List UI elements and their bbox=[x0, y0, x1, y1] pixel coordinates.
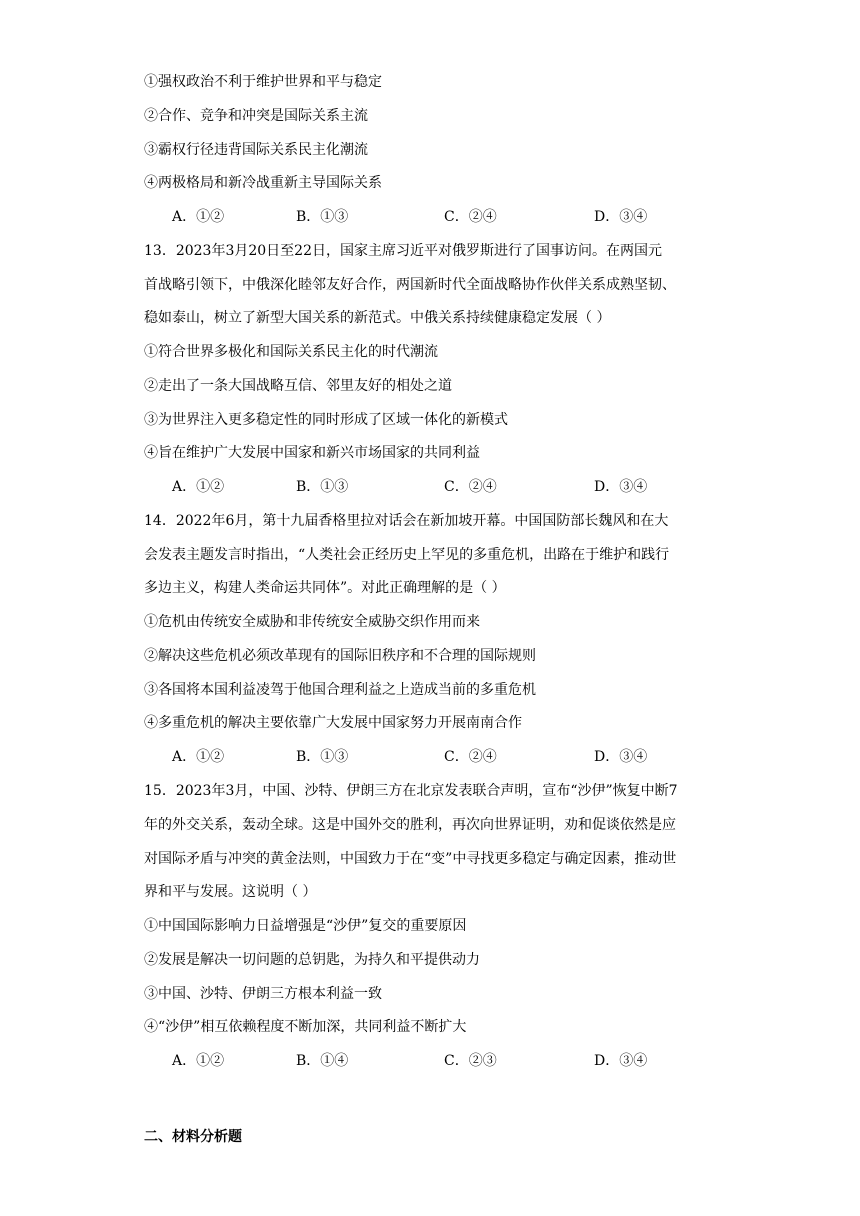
q15-stem-line-1: 15．2023年3月，中国、沙特、伊朗三方在北京发表联合声明，宣布“沙伊”恢复中断7 bbox=[144, 783, 678, 799]
q13-stem-line-2: 首战略引领下，中俄深化睦邻友好合作，两国新时代全面战略协作伙伴关系成熟坚韧、 bbox=[144, 277, 676, 293]
q12-item-1: ①强权政治不利于维护世界和平与稳定 bbox=[144, 74, 382, 90]
q15-item-1: ①中国国际影响力日益增强是“沙伊”复交的重要原因 bbox=[144, 918, 467, 934]
q15-option-d: D．③④ bbox=[594, 1053, 648, 1069]
q15-item-3: ③中国、沙特、伊朗三方根本利益一致 bbox=[144, 986, 382, 1002]
q14-option-b: B．①③ bbox=[296, 749, 349, 765]
q12-option-b: B．①③ bbox=[296, 209, 349, 225]
q12-item-3: ③霸权行径违背国际关系民主化潮流 bbox=[144, 142, 368, 158]
q14-option-d: D．③④ bbox=[594, 749, 648, 765]
q12-item-2: ②合作、竞争和冲突是国际关系主流 bbox=[144, 108, 368, 124]
q15-stem-line-2: 年的外交关系，轰动全球。这是中国外交的胜利，再次向世界证明，劝和促谈依然是应 bbox=[144, 817, 676, 833]
q15-option-c: C．②③ bbox=[444, 1053, 497, 1069]
q14-stem-line-2: 会发表主题发言时指出，“人类社会正经历史上罕见的多重危机，出路在于维护和践行 bbox=[144, 547, 670, 563]
q13-item-3: ③为世界注入更多稳定性的同时形成了区域一体化的新模式 bbox=[144, 412, 508, 428]
q13-option-c: C．②④ bbox=[444, 479, 497, 495]
q15-stem-line-3: 对国际矛盾与冲突的黄金法则，中国致力于在“变”中寻找更多稳定与确定因素，推动世 bbox=[144, 851, 677, 867]
q13-option-d: D．③④ bbox=[594, 479, 648, 495]
q13-item-2: ②走出了一条大国战略互信、邻里友好的相处之道 bbox=[144, 378, 452, 394]
q14-option-a: A．①② bbox=[172, 749, 225, 765]
q12-option-d: D．③④ bbox=[594, 209, 648, 225]
q12-option-c: C．②④ bbox=[444, 209, 497, 225]
section-title: 二、材料分析题 bbox=[144, 1129, 242, 1145]
q13-option-a: A．①② bbox=[172, 479, 225, 495]
q13-stem-line-3: 稳如泰山，树立了新型大国关系的新范式。中俄关系持续健康稳定发展（ ） bbox=[144, 310, 611, 326]
q14-stem-line-1: 14．2022年6月，第十九届香格里拉对话会在新加坡开幕。中国国防部长魏风和在大 bbox=[144, 513, 669, 529]
q14-stem-line-3: 多边主义，构建人类命运共同体”。对此正确理解的是（ ） bbox=[144, 580, 506, 596]
q14-item-1: ①危机由传统安全威胁和非传统安全威胁交织作用而来 bbox=[144, 614, 480, 630]
q14-item-3: ③各国将本国利益凌驾于他国合理利益之上造成当前的多重危机 bbox=[144, 682, 536, 698]
q14-option-c: C．②④ bbox=[444, 749, 497, 765]
q13-item-4: ④旨在维护广大发展中国家和新兴市场国家的共同利益 bbox=[144, 445, 480, 461]
q13-option-b: B．①③ bbox=[296, 479, 349, 495]
q13-item-1: ①符合世界多极化和国际关系民主化的时代潮流 bbox=[144, 344, 438, 360]
q14-item-2: ②解决这些危机必须改革现有的国际旧秩序和不合理的国际规则 bbox=[144, 648, 536, 664]
q14-item-4: ④多重危机的解决主要依靠广大发展中国家努力开展南南合作 bbox=[144, 715, 522, 731]
q15-item-2: ②发展是解决一切问题的总钥匙，为持久和平提供动力 bbox=[144, 952, 480, 968]
q15-stem-line-4: 界和平与发展。这说明（ ） bbox=[144, 884, 317, 900]
q15-option-b: B．①④ bbox=[296, 1053, 349, 1069]
q15-item-4: ④“沙伊”相互依赖程度不断加深，共同利益不断扩大 bbox=[144, 1019, 467, 1035]
q13-stem-line-1: 13．2023年3月20日至22日，国家主席习近平对俄罗斯进行了国事访问。在两国元 bbox=[144, 243, 662, 259]
q12-option-a: A．①② bbox=[172, 209, 225, 225]
q15-option-a: A．①② bbox=[172, 1053, 225, 1069]
q12-item-4: ④两极格局和新冷战重新主导国际关系 bbox=[144, 175, 382, 191]
